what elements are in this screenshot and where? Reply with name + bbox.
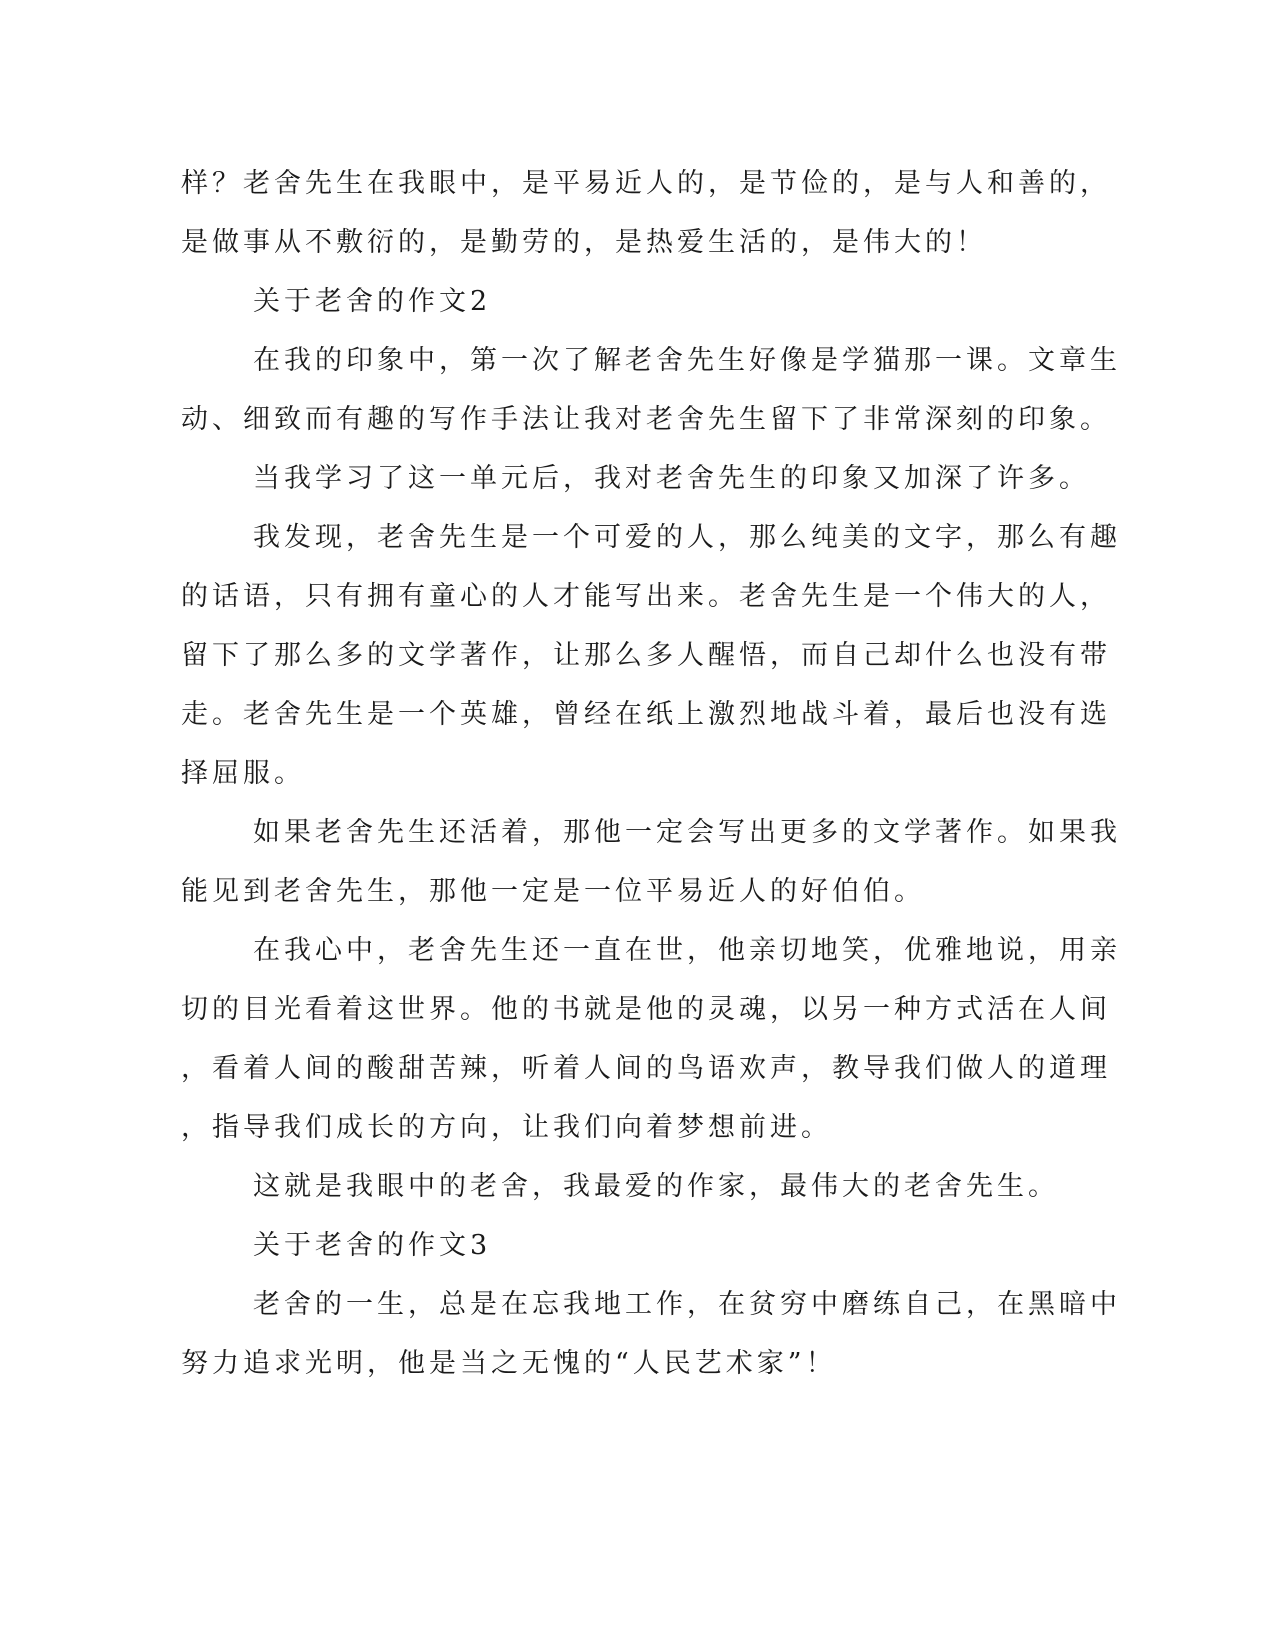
text-line: 老舍的一生，总是在忘我地工作，在贫穷中磨练自己，在黑暗中 [253,1289,1121,1320]
text-line: 是做事从不敷衍的，是勤劳的，是热爱生活的，是伟大的！ [181,227,987,258]
text-line: 能见到老舍先生，那他一定是一位平易近人的好伯伯。 [181,876,925,907]
text-line: 如果老舍先生还活着，那他一定会写出更多的文学著作。如果我 [253,817,1121,848]
text-line: 的话语，只有拥有童心的人才能写出来。老舍先生是一个伟大的人， [181,581,1111,612]
text-line: 动、细致而有趣的写作手法让我对老舍先生留下了非常深刻的印象。 [181,404,1111,435]
text-line: 我发现，老舍先生是一个可爱的人，那么纯美的文字，那么有趣 [253,522,1121,553]
text-line: 走。老舍先生是一个英雄，曾经在纸上激烈地战斗着，最后也没有选 [181,699,1111,730]
text-line: 留下了那么多的文学著作，让那么多人醒悟，而自己却什么也没有带 [181,640,1111,671]
text-line: 样？老舍先生在我眼中，是平易近人的，是节俭的，是与人和善的， [181,168,1111,199]
section-heading: 关于老舍的作文2 [253,286,492,317]
text-line: 在我心中，老舍先生还一直在世，他亲切地笑，优雅地说，用亲 [253,935,1121,966]
text-line: 切的目光看着这世界。他的书就是他的灵魂，以另一种方式活在人间 [181,994,1111,1025]
text-line: ，指导我们成长的方向，让我们向着梦想前进。 [181,1112,832,1143]
section-heading: 关于老舍的作文3 [253,1230,492,1261]
text-line: 择屈服。 [181,758,305,789]
essay-body [181,154,1121,1393]
text-line: 努力追求光明，他是当之无愧的“人民艺术家”！ [181,1348,837,1379]
text-line: ，看着人间的酸甜苦辣，听着人间的鸟语欢声，教导我们做人的道理 [181,1053,1111,1084]
text-line: 当我学习了这一单元后，我对老舍先生的印象又加深了许多。 [253,463,1090,494]
text-line: 这就是我眼中的老舍，我最爱的作家，最伟大的老舍先生。 [253,1171,1059,1202]
text-line: 在我的印象中，第一次了解老舍先生好像是学猫那一课。文章生 [253,345,1121,376]
